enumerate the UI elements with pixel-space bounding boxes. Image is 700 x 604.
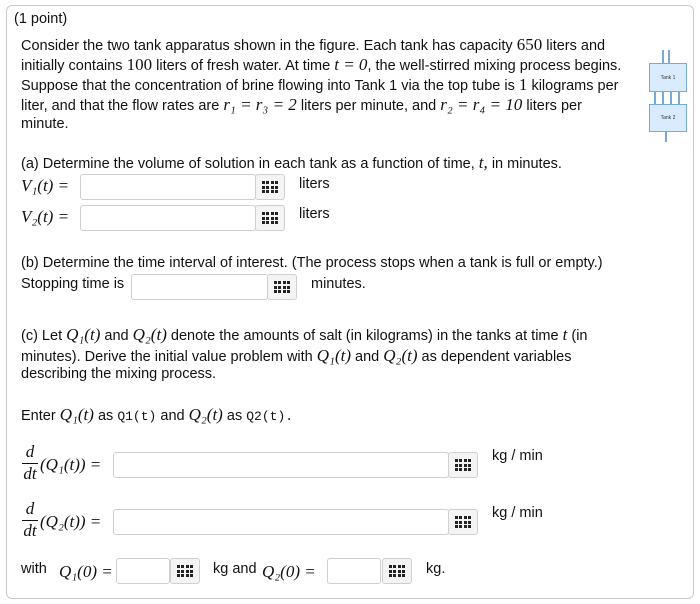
- intro-line-4: liter, and that the flow rates are r₁ = r₃ = 2 liters per minute, and r₂ = r₄ = 10 liters per: [21, 95, 582, 114]
- part-c-line-1: (c) Let Q₁(t) and Q₂(t) denote the amounts of salt (in kilograms) in the tanks at time t (in: [21, 325, 588, 344]
- v1-input[interactable]: [80, 174, 256, 200]
- part-b-prompt: (b) Determine the time interval of interest. (The process stops when a tank is full or empty.): [21, 255, 603, 271]
- v2-keypad-button[interactable]: [255, 205, 285, 231]
- stopping-time-keypad-button[interactable]: [267, 274, 297, 300]
- stopping-time-label: Stopping time is: [21, 276, 125, 292]
- q2-0-keypad-button[interactable]: [382, 558, 412, 584]
- v2-unit: liters: [299, 206, 330, 222]
- keypad-icon: [389, 565, 406, 577]
- tank-figure[interactable]: [645, 50, 689, 142]
- part-a-prompt: (a) Determine the volume of solution in each tank as a function of time, t, in minutes.: [21, 153, 562, 172]
- keypad-icon: [262, 181, 279, 193]
- points-label: (1 point): [14, 11, 68, 27]
- kg-and-label: kg and: [213, 561, 257, 577]
- dq2-input[interactable]: [113, 509, 449, 535]
- intro-line-3: Suppose that the concentration of brine flowing into Tank 1 via the top tube is 1 kilograms per: [21, 75, 619, 94]
- tank-1: Tank 1: [649, 63, 687, 92]
- keypad-icon: [455, 516, 472, 528]
- dq1-keypad-button[interactable]: [448, 452, 478, 478]
- intro-line-5: minute.: [21, 116, 69, 132]
- dq1-input[interactable]: [113, 452, 449, 478]
- dq1-unit: kg / min: [492, 448, 543, 464]
- q1-0-keypad-button[interactable]: [170, 558, 200, 584]
- v1-unit: liters: [299, 176, 330, 192]
- keypad-icon: [274, 281, 291, 293]
- v2-label: V₂(t) =: [21, 207, 70, 226]
- with-label: with: [21, 561, 47, 577]
- stopping-time-input[interactable]: [131, 274, 268, 300]
- q2-0-label: Q₂(0) =: [262, 562, 316, 581]
- dq2-label: (Q₂(t)) =: [40, 512, 102, 531]
- enter-instructions: Enter Q₁(t) as Q1(t) and Q₂(t) as Q2(t).: [21, 405, 294, 424]
- dq2-unit: kg / min: [492, 505, 543, 521]
- keypad-icon: [455, 459, 472, 471]
- q1-0-input[interactable]: [116, 558, 170, 584]
- keypad-icon: [262, 212, 279, 224]
- v2-input[interactable]: [80, 205, 256, 231]
- dq2-fraction: [22, 499, 38, 541]
- dq2-numerator: d: [25, 499, 35, 518]
- q2-0-input[interactable]: [327, 558, 381, 584]
- part-c-line-2: minutes). Derive the initial value problem with Q₁(t) and Q₂(t) as dependent variables: [21, 346, 572, 365]
- dq2-keypad-button[interactable]: [448, 509, 478, 535]
- stopping-time-unit: minutes.: [311, 276, 366, 292]
- tank-2: Tank 2: [649, 104, 687, 132]
- dq1-numerator: d: [25, 442, 35, 461]
- kg-end-label: kg.: [426, 561, 446, 577]
- intro-line-1: Consider the two tank apparatus shown in the figure. Each tank has capacity 650 liters and: [21, 35, 606, 54]
- v1-label: V₁(t) =: [21, 176, 70, 195]
- dq1-label: (Q₁(t)) =: [40, 455, 102, 474]
- dq1-denominator: dt: [23, 464, 37, 483]
- q1-0-label: Q₁(0) =: [59, 562, 113, 581]
- part-c-line-3: describing the mixing process.: [21, 366, 217, 382]
- dq1-fraction: [22, 442, 38, 484]
- v1-keypad-button[interactable]: [255, 174, 285, 200]
- keypad-icon: [177, 565, 194, 577]
- dq2-denominator: dt: [23, 521, 37, 540]
- intro-line-2: initially contains 100 liters of fresh water. At time t = 0, the well-stirred mixing process begins.: [21, 55, 622, 74]
